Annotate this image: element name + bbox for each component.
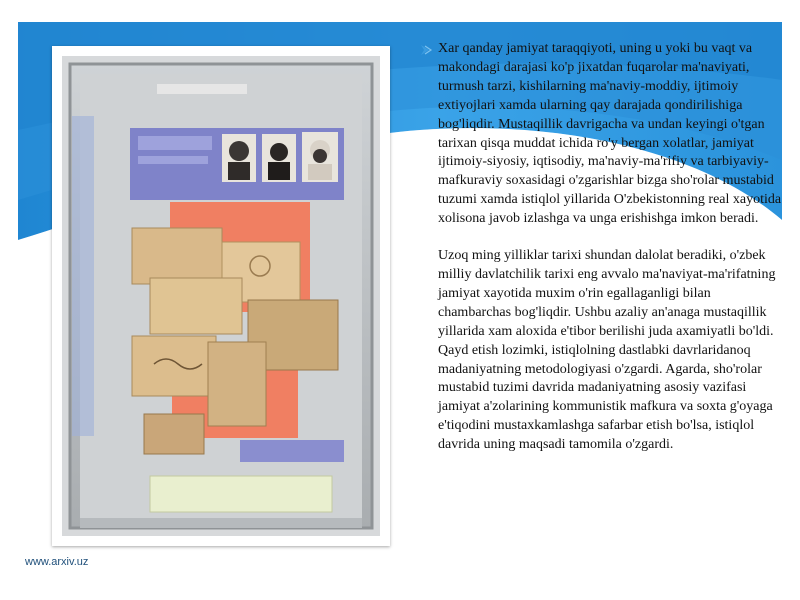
website-link[interactable]: www.arxiv.uz bbox=[25, 556, 89, 568]
display-case-illustration bbox=[62, 56, 380, 536]
museum-display-photo bbox=[52, 46, 390, 546]
body-paragraph-1: Xar qanday jamiyat taraqqiyoti, uning u yoki bu vaqt va makondagi darajasi ko'p jixatdan fuqarolar ma'naviyati, turmush tarzi, kishilarning ma'naviy-moddiy, ijtimoiy extiyojlari xamda ularning qay darajada qondirilishiga bog'liqdir. Mustaqillik davrigacha va undan keyingi o'tgan tarixan qisqa muddat ichida ro'y bergan xolatlar, jamiyat ijtimoiy-siyosiy, iqtisodiy, ma'naviy-ma'rifiy va tarbiyaviy-mafkuraviy soxasidagi o'zgarishlar bizga sho'rolar mustabid tuzumi xamda istiqlol yillarida O'zbekistonning real xayotida xolisona javob izlashga va unga erishishga imkon beradi. bbox=[438, 41, 782, 227]
bullet-arrow-icon bbox=[418, 42, 434, 58]
body-paragraph-2: Uzoq ming yilliklar tarixi shundan dalolat beradiki, o'zbek milliy davlatchilik tarixi eng avvalo ma'naviyat-ma'rifatning jamiyat xayotida muxim o'rin egallaganligi bilan chambarchas bog'liqdir. Ushbu azaliy an'anaga mustaqillik yillarida xam aloxida e'tibor berilishi juda axamiyatli bo'ldi. Qayd etish lozimki, istiqlolning dastlabki davrlaridanoq madaniyatning metodologiyasi o'zgardi. Agarda, sho'rolar mustabid tuzimi davrida madaniyatning asosiy vazifasi jamiyat a'zolarining kommunistik mafkura va soxta g'oyaga e'tiqodini mustaxkamlashga safarbar etish bo'lsa, istiqlol davrida uning maqsadi tamomila o'zgardi. bbox=[438, 248, 776, 453]
body-text bbox=[438, 40, 783, 455]
